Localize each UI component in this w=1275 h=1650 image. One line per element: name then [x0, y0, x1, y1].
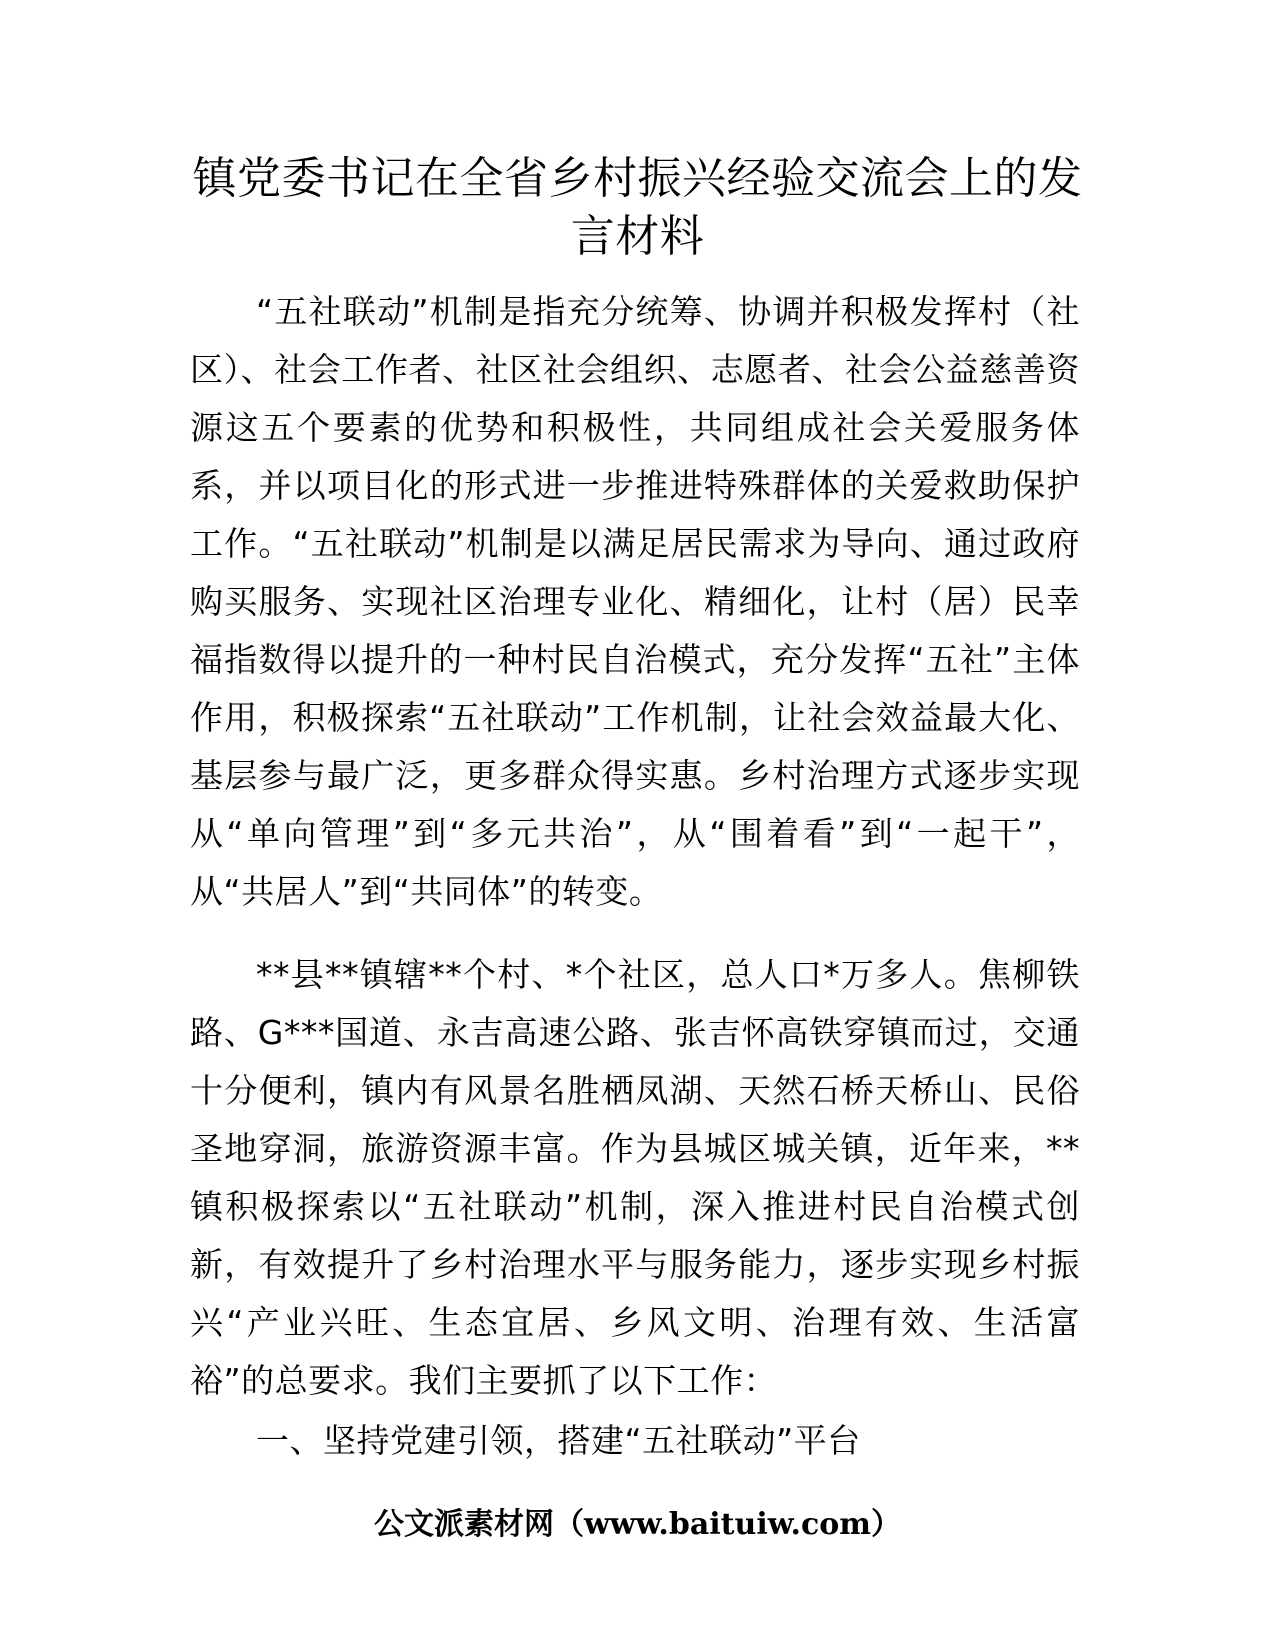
section-heading-1: 一、坚持党建引领，搭建“五社联动”平台 [256, 1421, 861, 1460]
paragraph-intro: “五社联动”机制是指充分统筹、协调并积极发挥村（社区）、社会工作者、社区社会组织、志愿者、社会公益慈善资源这五个要素的优势和积极性，共同组成社会关爱服务体系，并以项目化的形式进一步推进特殊群体的关爱救助保护工作。“五社联动”机制是以满足居民需求为导向、通过政府购买服务、实现社区治理专业化、精细化，让村（居）民幸福指数得以提升的一种村民自治模式，充分发挥“五社”主体作用，积极探索“五社联动”工作机制，让社会效益最大化、基层参与最广泛，更多群众得实惠。乡村治理方式逐步实现从“单向管理”到“多元共治”，从“围着看”到“一起干”，从“共居人”到“共同体”的转变。 [190, 292, 1080, 911]
paragraph-town-overview: **县**镇辖**个村、*个社区，总人口*万多人。焦柳铁路、G***国道、永吉高速公路、张吉怀高铁穿镇而过，交通十分便利，镇内有风景名胜栖凤湖、天然石桥天桥山、民俗圣地穿洞，旅游资源丰富。作为县城区城关镇，近年来，**镇积极探索以“五社联动”机制，深入推进村民自治模式创新，有效提升了乡村治理水平与服务能力，逐步实现乡村振兴“产业兴旺、生态宜居、乡风文明、治理有效、生活富裕”的总要求。我们主要抓了以下工作： [190, 955, 1080, 1400]
document-title: 镇党委书记在全省乡村振兴经验交流会上的发言材料 [192, 153, 1083, 262]
footer-watermark: 公文派素材网（www.baituiw.com） [373, 1507, 902, 1542]
